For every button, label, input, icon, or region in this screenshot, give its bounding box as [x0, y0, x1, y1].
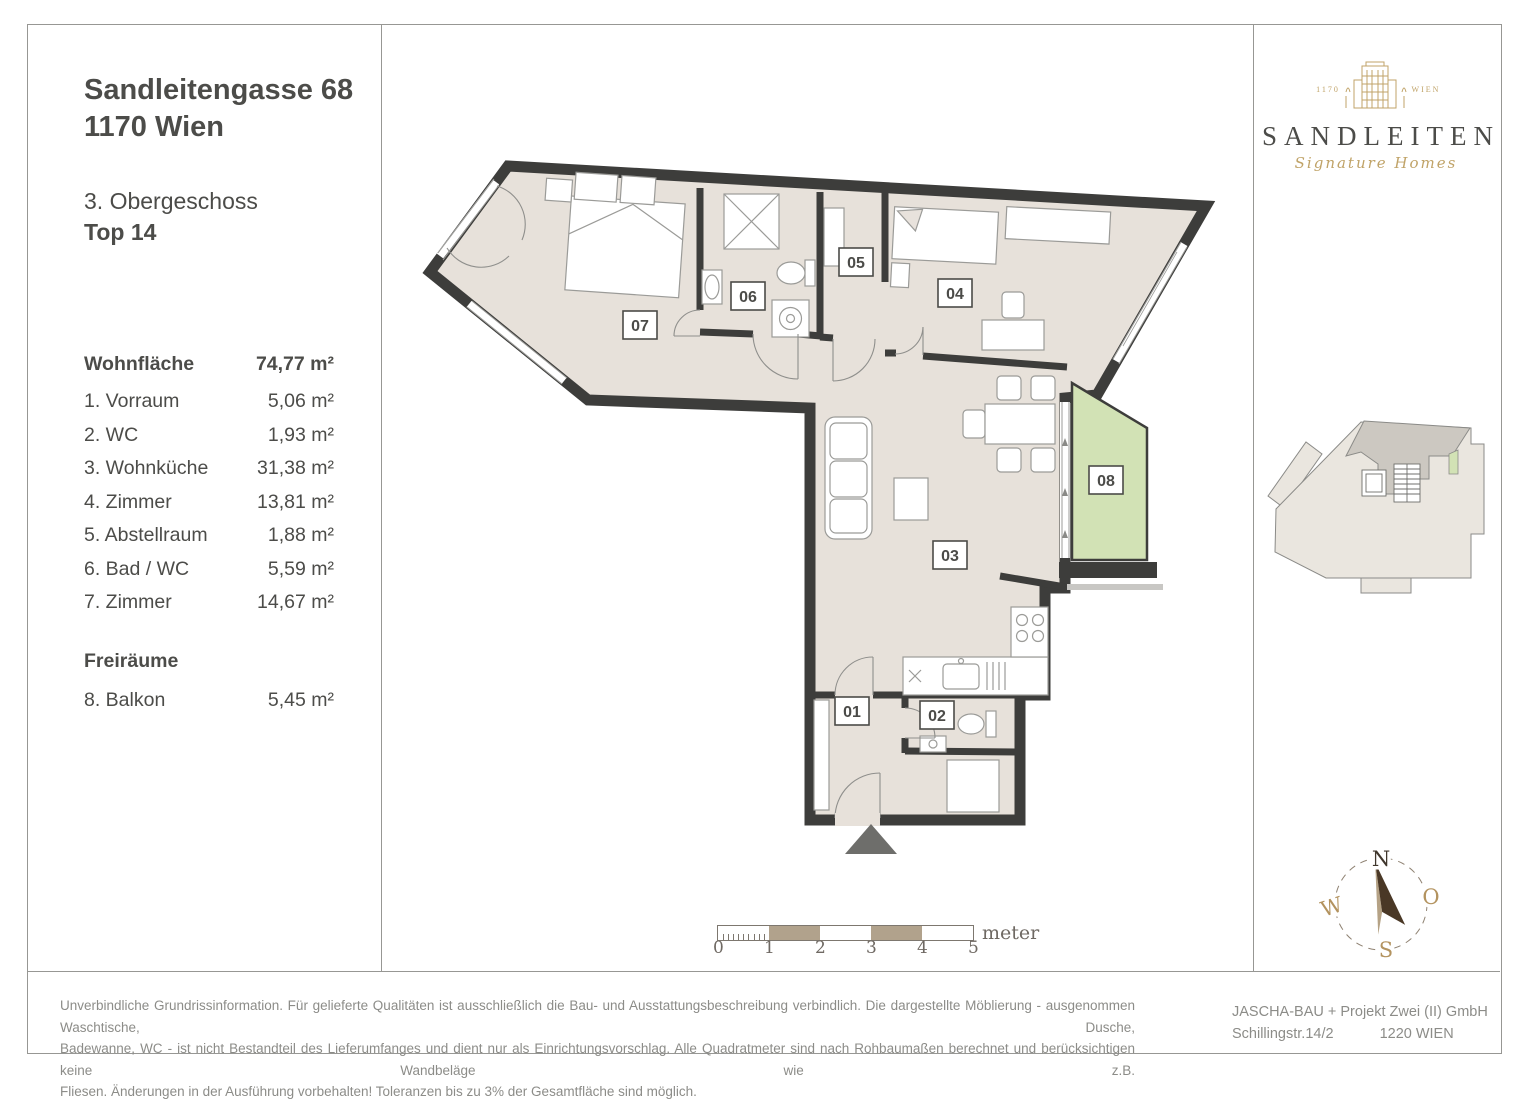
- shower: [724, 194, 779, 249]
- scale-bar-segments: [717, 925, 974, 941]
- area-row: [84, 591, 334, 614]
- disclaimer-line: Unverbindliche Grundrissinformation. Für gelieferte Qualitäten ist ausschließlich die Bau- und Ausstattungsbeschreibung verbindlich. Die dargestellte Möblierung - ausgenommen Waschtische, Dusche,: [60, 998, 1135, 1035]
- svg-text:01: 01: [843, 704, 861, 721]
- room-label: 6. Bad / WC: [84, 557, 190, 580]
- scale-tick: 5: [968, 938, 979, 958]
- room-area: 14,67 m²: [257, 591, 334, 613]
- room-area: 31,38 m²: [257, 457, 334, 479]
- room-label-01: [835, 697, 869, 725]
- siteplan-balcony-highlight: [1449, 450, 1458, 474]
- room-label: 8. Balkon: [84, 689, 166, 711]
- area-row: [84, 424, 334, 447]
- compass-o: O: [1422, 885, 1440, 909]
- room-label-07: [623, 311, 657, 339]
- logo-wordmark: SANDLEITEN: [1262, 121, 1500, 151]
- svg-text:WIEN: WIEN: [1411, 85, 1441, 94]
- room-label: 1. Vorraum: [84, 390, 180, 412]
- project-title: [84, 72, 353, 146]
- column-divider-left: [381, 24, 382, 971]
- disclaimer-line: Badewanne, WC - ist nicht Bestandteil des Lieferumfanges und dient nur als Einrichtungsvorschlag. Alle Quadratmeter sind nach Rohbaumaßen berechnet und berücksichtigen keine Wandbeläge wie z.B.: [60, 1041, 1135, 1078]
- svg-text:05: 05: [847, 255, 865, 272]
- svg-text:07: 07: [631, 318, 649, 335]
- hall-wardrobe: [814, 700, 829, 810]
- scale-tick: 1: [764, 938, 775, 958]
- scale-tick: 2: [815, 938, 826, 958]
- area-row: [84, 491, 334, 514]
- outdoor-title: Freiräume: [84, 650, 179, 672]
- entrance-gap: [835, 813, 880, 826]
- toilet-bath: [777, 260, 815, 286]
- room-area: 1,88 m²: [267, 524, 334, 546]
- living-title: Wohnfläche: [84, 353, 195, 375]
- area-row: [84, 390, 334, 413]
- room-area: 13,81 m²: [257, 490, 334, 513]
- sofa: [825, 417, 872, 539]
- scale-tick: 4: [917, 938, 928, 958]
- room-label: 3. Wohnküche: [84, 457, 209, 479]
- scale-tick: 0: [713, 938, 724, 958]
- svg-text:06: 06: [739, 289, 757, 306]
- svg-text:02: 02: [928, 708, 946, 725]
- site-key-plan: [1266, 404, 1498, 604]
- entrance-arrow: [845, 824, 897, 854]
- room-area: 1,93 m²: [267, 423, 334, 446]
- area-row: [84, 558, 334, 581]
- unit-label: Top 14: [84, 219, 157, 246]
- room-area: 5,06 m²: [267, 390, 334, 412]
- scale-bar: [713, 921, 1047, 967]
- address-line-2: 1170 Wien: [84, 111, 224, 144]
- area-row: [84, 524, 334, 547]
- area-row: [84, 457, 334, 480]
- svg-text:03: 03: [941, 548, 959, 565]
- column-divider-right: [1253, 24, 1254, 971]
- disclaimer: [60, 995, 1135, 1103]
- coffee-table: [894, 478, 928, 520]
- living-area-table: [84, 353, 334, 625]
- floor-plan: [415, 140, 1235, 860]
- room-label: 2. WC: [84, 423, 139, 446]
- room-label: 7. Zimmer: [84, 591, 172, 613]
- company-street: Schillingstr.14/2: [1232, 1025, 1334, 1042]
- company-city: 1220 WIEN: [1379, 1025, 1454, 1042]
- svg-text:1170: 1170: [1316, 85, 1340, 94]
- shaft: [947, 760, 999, 812]
- desk-chair: [1002, 292, 1024, 318]
- room-label: 4. Zimmer: [84, 490, 172, 513]
- address-line-1: Sandleitengasse 68: [84, 74, 354, 106]
- washing-machine: [772, 300, 809, 337]
- room-area: 5,45 m²: [267, 689, 334, 711]
- floor-label: 3. Obergeschoss: [84, 188, 258, 214]
- room-label-06: [731, 282, 765, 310]
- room-label-05: [839, 248, 873, 276]
- living-total: 74,77 m²: [255, 353, 334, 375]
- scale-unit-label: meter: [982, 922, 1040, 944]
- siteplan-stairs: [1394, 464, 1420, 502]
- living-area-header: [84, 353, 334, 376]
- area-row: [84, 689, 334, 712]
- company-name: JASCHA-BAU + Projekt Zwei (II) GmbH: [1232, 1004, 1488, 1020]
- room-label-02: [920, 701, 954, 729]
- room-label-08: [1089, 466, 1123, 494]
- washbasin: [702, 270, 722, 304]
- room-label: 5. Abstellraum: [84, 524, 208, 546]
- room-area: 5,59 m²: [267, 557, 334, 580]
- compass-s: S: [1378, 938, 1394, 962]
- room-label-04: [938, 279, 972, 307]
- siteplan-building-tab: [1361, 578, 1411, 593]
- logo-building-icon: [1262, 58, 1490, 112]
- room-label-03: [933, 541, 967, 569]
- outdoor-area-table: [84, 650, 334, 723]
- brand-logo: [1262, 58, 1500, 172]
- svg-text:08: 08: [1097, 473, 1115, 490]
- svg-text:04: 04: [946, 286, 964, 303]
- floor-unit-block: [84, 186, 258, 248]
- developer-info: [1232, 1002, 1488, 1046]
- logo-tagline: Signature Homes: [1294, 154, 1458, 172]
- compass-w: W: [1318, 892, 1346, 922]
- desk: [982, 320, 1044, 350]
- footer-divider: [27, 971, 1500, 972]
- scale-tick: 3: [866, 938, 877, 958]
- compass-rose: [1318, 838, 1448, 968]
- siteplan-elevator: [1362, 470, 1386, 496]
- disclaimer-line: Fliesen. Änderungen in der Ausführung vorbehalten! Toleranzen bis zu 3% der Gesamtfläche sind möglich.: [60, 1084, 697, 1100]
- compass-n: N: [1371, 847, 1391, 871]
